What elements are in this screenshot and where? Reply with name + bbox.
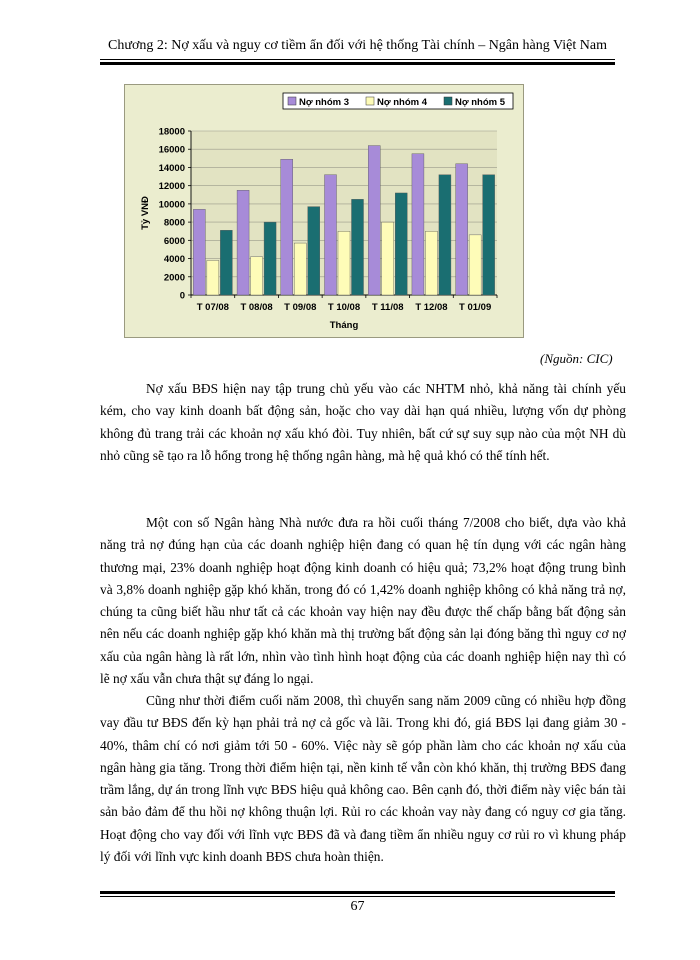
y-tick-label: 4000 <box>163 254 185 266</box>
bar-1 <box>281 159 293 295</box>
bar-3 <box>395 193 407 295</box>
x-tick-label: T 09/08 <box>284 302 317 313</box>
y-tick-label: 14000 <box>158 162 185 174</box>
bar-2 <box>251 257 263 295</box>
bar-2 <box>207 260 219 295</box>
legend-label-1: Nợ nhóm 3 <box>299 97 350 108</box>
bar-2 <box>382 222 394 295</box>
bar-1 <box>456 164 468 295</box>
y-tick-label: 6000 <box>163 235 185 247</box>
bar-chart <box>124 84 524 338</box>
x-tick-label: T 01/09 <box>459 302 492 313</box>
x-tick-label: T 08/08 <box>240 302 273 313</box>
bar-1 <box>368 146 380 295</box>
bar-3 <box>483 175 495 295</box>
y-tick-label: 8000 <box>163 217 185 229</box>
bar-3 <box>264 222 276 295</box>
bar-1 <box>325 175 337 295</box>
y-tick-label: 16000 <box>158 144 185 156</box>
legend-swatch-2 <box>366 97 374 105</box>
y-tick-label: 12000 <box>158 181 185 193</box>
bar-2 <box>425 231 437 295</box>
y-tick-label: 10000 <box>158 199 185 211</box>
paragraph-3: Cũng như thời điểm cuối năm 2008, thì chuyển sang năm 2009 cũng có nhiều hợp đồng vay đầu tư BĐS đến kỳ hạn phải trả nợ cả gốc và lãi. Trong khi đó, giá BĐS lại đang giảm 30 - 40%, thâm chí có nơi giảm tới 50 - 60%. Việc này sẽ góp phần làm cho các khoản nợ xấu của ngân hàng gia tăng. Trong thời điểm hiện tại, nền kinh tế vẫn còn khó khăn, thị trường BĐS đang trầm lắng, dự án trong lĩnh vực BĐS hiệu quả không cao. Bên cạnh đó, thời điểm này việc bán tài sản bảo đảm để thu hồi nợ không thuận lợi. Rủi ro các khoản vay này đang có nguy cơ gia tăng. Hoạt động cho vay đối với lĩnh vực BĐS đã và đang tiềm ẩn nhiều nguy cơ rủi ro vì khung pháp lý đối với lĩnh vực kinh doanh BĐS chưa hoàn thiện. <box>100 693 626 865</box>
bar-3 <box>352 199 364 295</box>
bar-2 <box>294 243 306 295</box>
bar-2 <box>338 231 350 295</box>
page-header: Chương 2: Nợ xấu và nguy cơ tiềm ẩn đối với hệ thống Tài chính – Ngân hàng Việt Nam <box>108 38 607 53</box>
x-tick-label: T 07/08 <box>196 302 229 313</box>
legend-swatch-3 <box>444 97 452 105</box>
legend-label-2: Nợ nhóm 4 <box>377 97 428 108</box>
footer-rule-thin <box>100 896 615 897</box>
footer-rule-thick <box>100 891 615 894</box>
paragraph-2: Một con số Ngân hàng Nhà nước đưa ra hồi cuối tháng 7/2008 cho biết, dựa vào khả năng trả nợ đúng hạn của các doanh nghiệp hiện đang có quan hệ tín dụng với các ngân hàng thương mại, 23% doanh nghiệp hoạt động kinh doanh có hiệu quả; 73,2% hoạt động trung bình và 3,8% doanh nghiệp gặp khó khăn, trong đó có 1,42% doanh nghiệp không có khả năng trả nợ, chúng ta cũng biết hầu như tất cả các khoản vay hiện nay đều được thế chấp bằng bất động sản nên nếu các doanh nghiệp gặp khó khăn mà thị trường bất động sản lại đóng băng thì nguy cơ nợ xấu của ngân hàng là rất lớn, nhìn vào tình hình hoạt động của các doanh nghiệp hiện nay thì có lẽ nợ xấu vẫn chưa thật sự đáng lo ngại. <box>100 515 626 687</box>
bar-1 <box>412 154 424 295</box>
header-rule-thin <box>100 59 615 60</box>
x-axis-title: Tháng <box>329 320 359 331</box>
x-tick-label: T 12/08 <box>415 302 448 313</box>
bar-3 <box>220 230 232 295</box>
bar-1 <box>193 209 205 295</box>
bar-3 <box>308 207 320 295</box>
legend-swatch-1 <box>288 97 296 105</box>
y-tick-label: 0 <box>179 290 185 302</box>
page-number: 67 <box>350 899 365 914</box>
y-tick-label: 2000 <box>163 272 185 284</box>
bar-2 <box>469 235 481 295</box>
chart-canvas <box>125 85 525 339</box>
bar-3 <box>439 175 451 295</box>
header-rule-thick <box>100 62 615 65</box>
paragraph-1: Nợ xấu BĐS hiện nay tập trung chủ yếu vào các NHTM nhỏ, khả năng tài chính yếu kém, cho vay kinh doanh bất động sản, hoặc cho vay dài hạn quá nhiều, lượng vốn dự phòng không đủ trang trải các khoản nợ xấu khó đòi. Tuy nhiên, bất cứ sự suy sụp nào của một NH dù nhỏ cũng sẽ tạo ra lỗ hổng trong hệ thống ngân hàng, mà hệ quả khó có thể tính hết. <box>100 381 626 463</box>
y-axis-title: Tỷ VNĐ <box>140 196 151 230</box>
x-tick-label: T 11/08 <box>371 302 404 313</box>
chart-source: (Nguồn: CIC) <box>540 351 613 366</box>
x-tick-label: T 10/08 <box>327 302 361 313</box>
bar-1 <box>237 190 249 295</box>
legend-label-3: Nợ nhóm 5 <box>455 97 506 108</box>
y-tick-label: 18000 <box>158 126 185 138</box>
